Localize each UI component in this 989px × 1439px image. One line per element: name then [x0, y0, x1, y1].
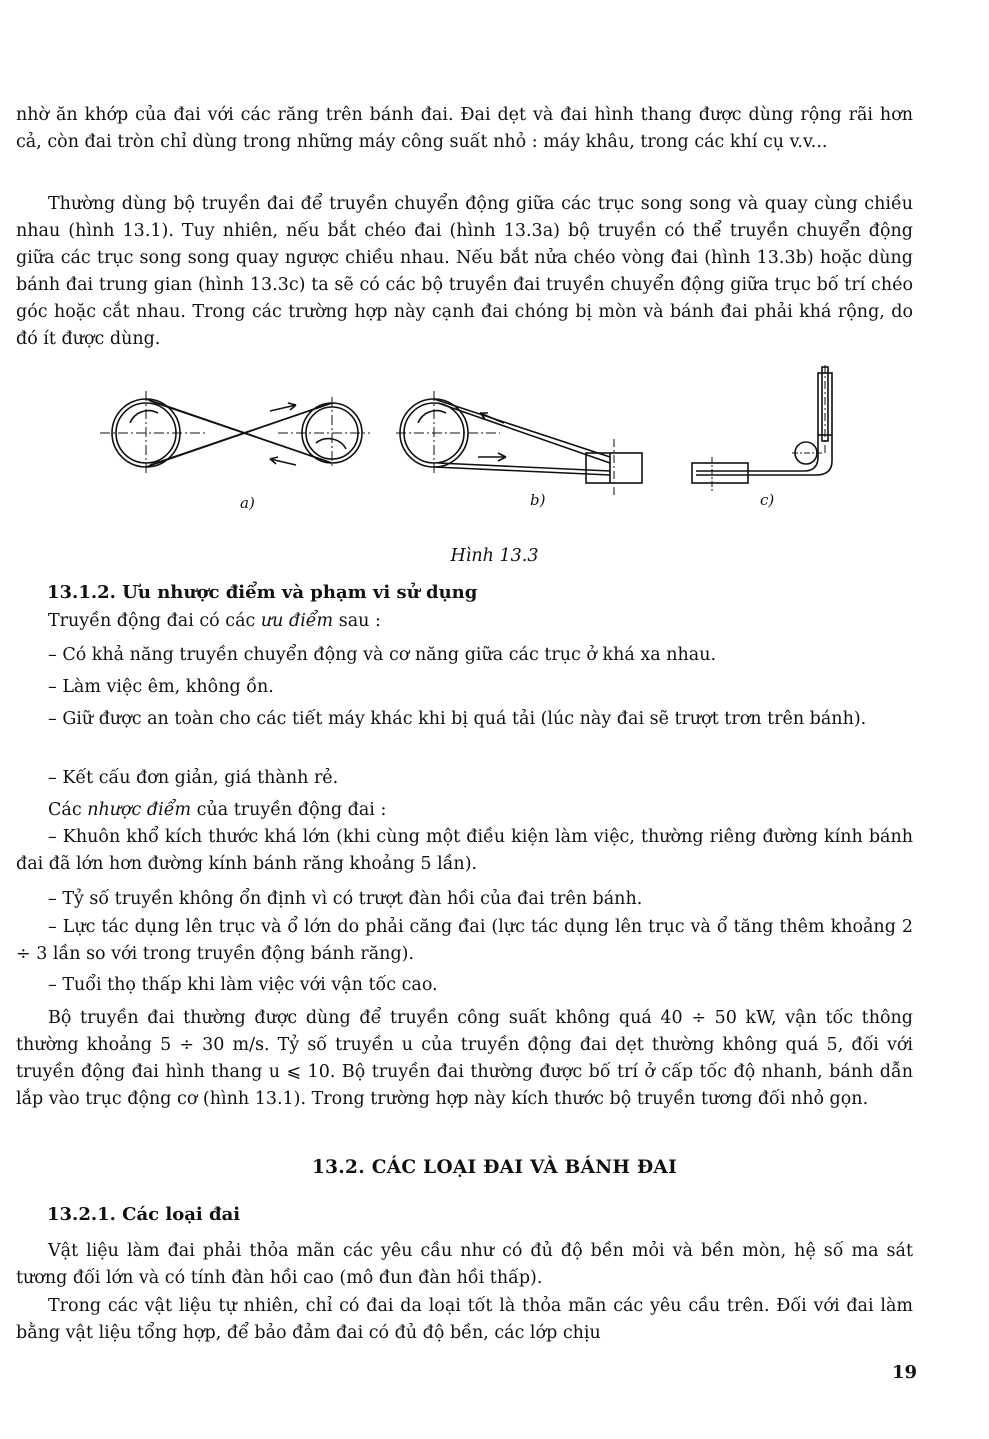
section-heading-1321: 13.2.1. Các loại đai	[47, 1204, 241, 1225]
disadvantages-emphasis: nhược điểm	[87, 800, 192, 820]
disadvantages-intro	[16, 797, 913, 824]
disadvantages-intro-suffix: của truyền động đai :	[196, 800, 387, 820]
figure-caption: Hình 13.3	[450, 546, 539, 566]
advantages-intro-text: Truyền động đai có các	[48, 611, 256, 631]
intermediate-pulley-diagram	[692, 365, 832, 491]
advantage-item: – Giữ được an toàn cho các tiết máy khác khi bị quá tải (lúc này đai sẽ trượt trơn trên bánh).	[48, 709, 867, 729]
disadvantage-item: – Khuôn khổ kích thước khá lớn (khi cùng một điều kiện làm việc, thường riêng đường kính bánh đai đã lớn hơn đường kính bánh răng khoảng 5 lần).	[16, 827, 913, 874]
section-heading-1312: 13.1.2. Ưu nhược điểm và phạm vi sử dụng	[47, 582, 478, 603]
advantage-item: – Có khả năng truyền chuyển động và cơ năng giữa các trục ở khá xa nhau.	[48, 645, 717, 665]
usage-paragraph: Bộ truyền đai thường được dùng để truyền công suất không quá 40 ÷ 50 kW, vận tốc thông thường khoảng 5 ÷ 30 m/s. Tỷ số truyền u của truyền động đai dẹt thường không quá 5, đối với truyền động đai hình thang u ⩽ 10. Bộ truyền đai thường được bố trí ở cấp tốc độ nhanh, bánh dẫn lắp vào trục động cơ (hình 13.1). Trong trường hợp này kích thước bộ truyền tương đối nhỏ gọn.	[16, 1008, 913, 1109]
figure-label-a: a)	[240, 494, 255, 512]
advantage-item: – Làm việc êm, không ồn.	[48, 677, 274, 697]
disadvantage-item: – Tuổi thọ thấp khi làm việc với vận tốc cao.	[48, 975, 438, 995]
advantage-item: – Kết cấu đơn giản, giá thành rẻ.	[48, 768, 339, 788]
section-heading-132: 13.2. CÁC LOẠI ĐAI VÀ BÁNH ĐAI	[311, 1157, 678, 1178]
crossed-belt-diagram	[100, 391, 370, 475]
advantages-intro-suffix: sau :	[338, 611, 381, 631]
disadvantages-intro-text: Các	[48, 800, 82, 820]
belt-material-paragraph: Vật liệu làm đai phải thỏa mãn các yêu cầu như có đủ độ bền mỏi và bền mòn, hệ số ma sát tương đối lớn và có tính đàn hồi cao (mô đun đàn hồi thấp).	[16, 1241, 913, 1288]
paragraph-intro: nhờ ăn khớp của đai với các răng trên bánh đai. Đai dẹt và đai hình thang được dùng rộng rãi hơn cả, còn đai tròn chỉ dùng trong những máy công suất nhỏ : máy khâu, trong các khí cụ v.v...	[16, 105, 913, 152]
advantages-emphasis: ưu điểm	[260, 611, 334, 631]
natural-material-paragraph: Trong các vật liệu tự nhiên, chỉ có đai da loại tốt là thỏa mãn các yêu cầu trên. Đối với đai làm bằng vật liệu tổng hợp, để bảo đảm đai có đủ độ bền, các lớp chịu	[16, 1296, 913, 1343]
figure-label-b: b)	[530, 491, 546, 509]
figure-13-3	[100, 365, 860, 525]
disadvantage-item: – Tỷ số truyền không ổn định vì có trượt đàn hồi của đai trên bánh.	[48, 889, 643, 909]
disadvantage-item: – Lực tác dụng lên trục và ổ lớn do phải căng đai (lực tác dụng lên trục và ổ tăng thêm khoảng 2 ÷ 3 lần so với trong truyền động bánh răng).	[16, 917, 913, 964]
figure-label-c: c)	[760, 491, 775, 509]
page-number: 19	[891, 1362, 917, 1383]
paragraph-belt-arrangement: Thường dùng bộ truyền đai để truyền chuyển động giữa các trục song song và quay cùng chiều nhau (hình 13.1). Tuy nhiên, nếu bắt chéo đai (hình 13.3a) bộ truyền có thể truyền chuyển động giữa các trục song song quay ngược chiều nhau. Nếu bắt nửa chéo vòng đai (hình 13.3b) hoặc dùng bánh đai trung gian (hình 13.3c) ta sẽ có các bộ truyền đai truyền chuyển động giữa trục bố trí chéo góc hoặc cắt nhau. Trong các trường hợp này cạnh đai chóng bị mòn và bánh đai phải khá rộng, do đó ít được dùng.	[16, 194, 913, 349]
half-crossed-belt-diagram	[396, 391, 642, 497]
advantages-intro	[16, 608, 913, 635]
